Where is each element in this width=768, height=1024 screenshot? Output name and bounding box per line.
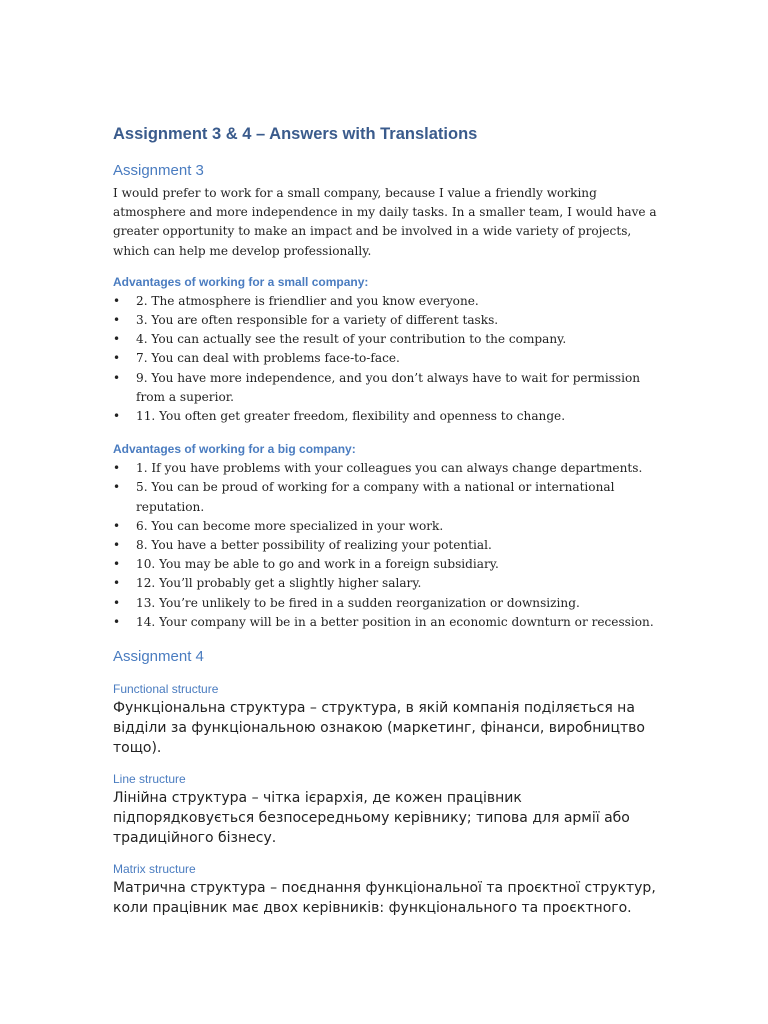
document-title: Assignment 3 & 4 – Answers with Translations — [113, 125, 478, 143]
line-structure-heading: Line structure — [113, 772, 186, 787]
bullet-icon: • — [113, 614, 121, 629]
bullet-icon: • — [113, 370, 121, 385]
matrix-structure-heading: Matrix structure — [113, 862, 196, 877]
list-item: • 13. You’re unlikely to be fired in a sudden reorganization or downsizing. — [113, 594, 658, 613]
list-item: • 11. You often get greater freedom, flexibility and openness to change. — [113, 407, 658, 426]
big-company-list — [113, 459, 658, 632]
assignment3-paragraph: I would prefer to work for a small company, because I value a friendly working atmosphere and more independence in my daily tasks. In a smaller team, I would have a greater opportunity to make an impact and be involved in a wide variety of projects, which can help me develop professionally. — [113, 186, 657, 258]
small-company-list — [113, 292, 658, 426]
assignment4-heading: Assignment 4 — [113, 648, 204, 666]
functional-structure-text: Функціональна структура – структура, в якій компанія поділяється на відділи за функціональною ознакою (маркетинг, фінанси, виробництво тощо). — [113, 700, 645, 757]
bullet-icon: • — [113, 557, 121, 572]
functional-structure-heading: Functional structure — [113, 682, 219, 697]
matrix-structure-text: Матрична структура – поєднання функціональної та проєктної структур, коли працівник має двох керівників: функціонального та проєктного. — [113, 880, 656, 917]
bullet-icon: • — [113, 313, 121, 328]
list-item: • 1. If you have problems with your colleagues you can always change departments. — [113, 459, 658, 478]
bullet-icon: • — [113, 332, 121, 347]
bullet-icon: • — [113, 409, 121, 424]
bullet-icon: • — [113, 293, 121, 308]
list-item: • 7. You can deal with problems face-to-face. — [113, 349, 658, 368]
line-structure-text: Лінійна структура – чітка ієрархія, де кожен працівник підпорядковується безпосередньому керівнику; типова для армії або традиційного бізнесу. — [113, 790, 630, 847]
list-item: • 3. You are often responsible for a variety of different tasks. — [113, 311, 658, 330]
list-item: • 14. Your company will be in a better position in an economic downturn or recession. — [113, 613, 658, 632]
bullet-icon: • — [113, 538, 121, 553]
bullet-icon: • — [113, 576, 121, 591]
document-page — [113, 122, 658, 918]
small-company-heading: Advantages of working for a small company: — [113, 274, 369, 289]
bullet-icon: • — [113, 480, 121, 495]
list-item: • 10. You may be able to go and work in a foreign subsidiary. — [113, 555, 658, 574]
list-item: • 12. You’ll probably get a slightly higher salary. — [113, 574, 658, 593]
list-item: • 9. You have more independence, and you don’t always have to wait for permission from a superior. — [113, 370, 641, 404]
assignment3-heading: Assignment 3 — [113, 162, 204, 179]
list-item: • 5. You can be proud of working for a company with a national or international reputation. — [113, 480, 615, 514]
bullet-icon: • — [113, 595, 121, 610]
list-item: • 8. You have a better possibility of realizing your potential. — [113, 536, 658, 555]
big-company-heading: Advantages of working for a big company: — [113, 442, 356, 457]
bullet-icon: • — [113, 351, 121, 366]
list-item: • 2. The atmosphere is friendlier and you know everyone. — [113, 292, 658, 311]
bullet-icon: • — [113, 461, 121, 476]
bullet-icon: • — [113, 518, 121, 533]
list-item: • 6. You can become more specialized in your work. — [113, 517, 658, 536]
list-item: • 4. You can actually see the result of your contribution to the company. — [113, 330, 658, 349]
